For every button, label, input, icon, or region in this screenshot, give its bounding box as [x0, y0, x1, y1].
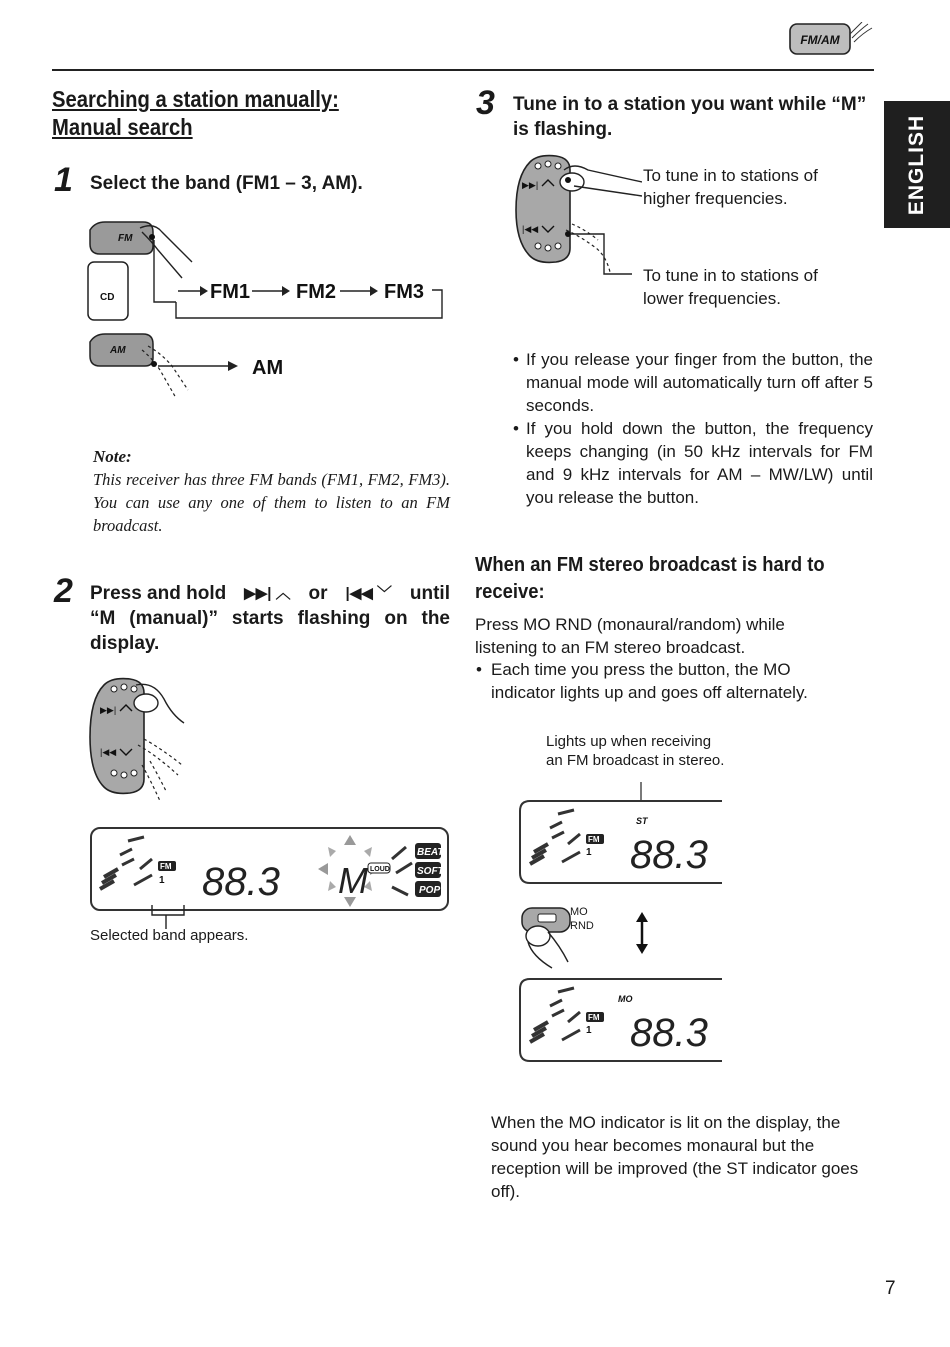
stereo-lcd-band-number: 1: [586, 847, 592, 858]
mono-lcd-frequency: 88.3: [630, 1011, 708, 1055]
mo-rnd-label: [570, 905, 594, 933]
band-select-diagram: [80, 210, 460, 410]
lcd-frequency: 88.3: [202, 860, 280, 904]
page-number: 7: [885, 1278, 896, 1299]
mo-rnd-label-line1: MO: [570, 906, 588, 918]
page-heading: [52, 85, 404, 141]
mono-lcd-indicator: MO: [618, 994, 633, 1004]
mo-rnd-button-illustration: [518, 902, 578, 972]
lcd-soft: SOFT: [417, 866, 444, 877]
lcd-beat: BEAT: [417, 847, 444, 858]
step2-text-part2: until: [409, 583, 450, 604]
fm-button-label: FM: [118, 233, 133, 244]
step2-text: [90, 581, 450, 656]
tune-lower-text: To tune in to stations of lower frequencies.: [643, 266, 818, 308]
svg-text:|◀◀: |◀◀: [522, 224, 539, 234]
cd-button-shape: [88, 262, 128, 320]
lcd-band: FM: [160, 862, 172, 871]
stereo-bullet: • Each time you press the button, the MO indicator lights up and goes off alternately.: [476, 658, 846, 704]
closing-text: When the MO indicator is lit on the display, the sound you hear becomes monaural but the reception will be improved (the ST indicator goes off).: [491, 1113, 859, 1201]
step3-text: Tune in to a station you want while “M” is flashing.: [513, 94, 867, 140]
stereo-text: Press MO RND (monaural/random) while listening to an FM stereo broadcast.: [475, 615, 785, 657]
stereo-lcd-frequency: 88.3: [630, 833, 708, 877]
fm3-label: FM3: [384, 281, 424, 303]
lcd-band-number: 1: [159, 875, 165, 886]
skip-forward-up-icon: ▶▶| ︿: [244, 585, 291, 602]
step2-text-part1: Press and hold: [90, 583, 227, 604]
am-label: AM: [252, 357, 284, 379]
lights-caption-line2: an FM broadcast in stereo.: [546, 752, 725, 769]
tune-control-illustration: [512, 152, 642, 282]
manual-mode-bullets: [513, 348, 873, 509]
radio-display-manual: [90, 827, 449, 911]
stereo-lcd-indicator: ST: [636, 816, 648, 826]
display-caption: Selected band appears.: [90, 927, 249, 944]
language-tab: [884, 101, 950, 228]
fm-am-badge: [788, 22, 874, 58]
fm2-label: FM2: [296, 281, 336, 303]
lcd-graphics: [92, 829, 447, 909]
mono-lcd-band-number: 1: [586, 1025, 592, 1036]
step3-number: 3: [476, 84, 495, 122]
lights-caption-line1: Lights up when receiving: [546, 733, 712, 750]
bullet-hold: • If you hold down the button, the frequency keeps changing (in 50 kHz intervals for FM and 9 kHz intervals for AM – MW/LW) until you release the button.: [513, 417, 873, 509]
lcd-loud: LOUD: [370, 866, 390, 873]
step2-number: 2: [54, 572, 73, 610]
page-heading-line2: Manual search: [52, 114, 193, 140]
tune-higher-text: To tune in to stations of higher frequencies.: [643, 166, 818, 208]
note-text: This receiver has three FM bands (FM1, FM2, FM3). You can use any one of them to listen to an FM broadcast.: [93, 470, 450, 535]
skip-back-down-icon: |◀◀ ﹀: [345, 585, 392, 602]
header-rule: [52, 69, 874, 71]
svg-text:▶▶|: ▶▶|: [522, 180, 539, 190]
lcd-pop: POP: [419, 885, 441, 896]
stereo-bullets: [476, 658, 846, 704]
step1-text: Select the band (FM1 – 3, AM).: [90, 173, 363, 194]
stereo-heading: When an FM stereo broadcast is hard to receive:: [475, 554, 825, 603]
note-title: Note:: [93, 447, 132, 466]
lights-caption: [546, 732, 724, 770]
mono-lcd-band: FM: [588, 1013, 600, 1022]
fm-am-badge-icon: [788, 22, 874, 58]
fm1-label: FM1: [210, 281, 250, 303]
stereo-lcd-band: FM: [588, 835, 600, 844]
step2-text-line2: “M (manual)” starts flashing on the display.: [90, 608, 450, 654]
page-heading-line1: Searching a station manually:: [52, 86, 339, 112]
am-button-label: AM: [110, 345, 126, 356]
step2-text-or: or: [308, 583, 328, 604]
svg-text:▶▶|: ▶▶|: [100, 705, 117, 715]
language-tab-label: ENGLISH: [905, 114, 928, 215]
badge-text: FM/AM: [800, 33, 840, 47]
svg-text:|◀◀: |◀◀: [100, 747, 117, 757]
toggle-arrow-icon: [634, 912, 650, 954]
cd-button-label: CD: [100, 292, 115, 303]
radio-display-mono: [518, 978, 724, 1062]
skip-control-illustration: [86, 675, 196, 805]
bullet-release: • If you release your finger from the button, the manual mode will automatically turn off after 5 seconds.: [513, 348, 873, 417]
step1-number: 1: [54, 161, 73, 199]
mo-rnd-label-line2: RND: [570, 920, 594, 932]
lcd-mode-letter: M: [338, 860, 368, 901]
radio-display-stereo: [518, 800, 724, 884]
